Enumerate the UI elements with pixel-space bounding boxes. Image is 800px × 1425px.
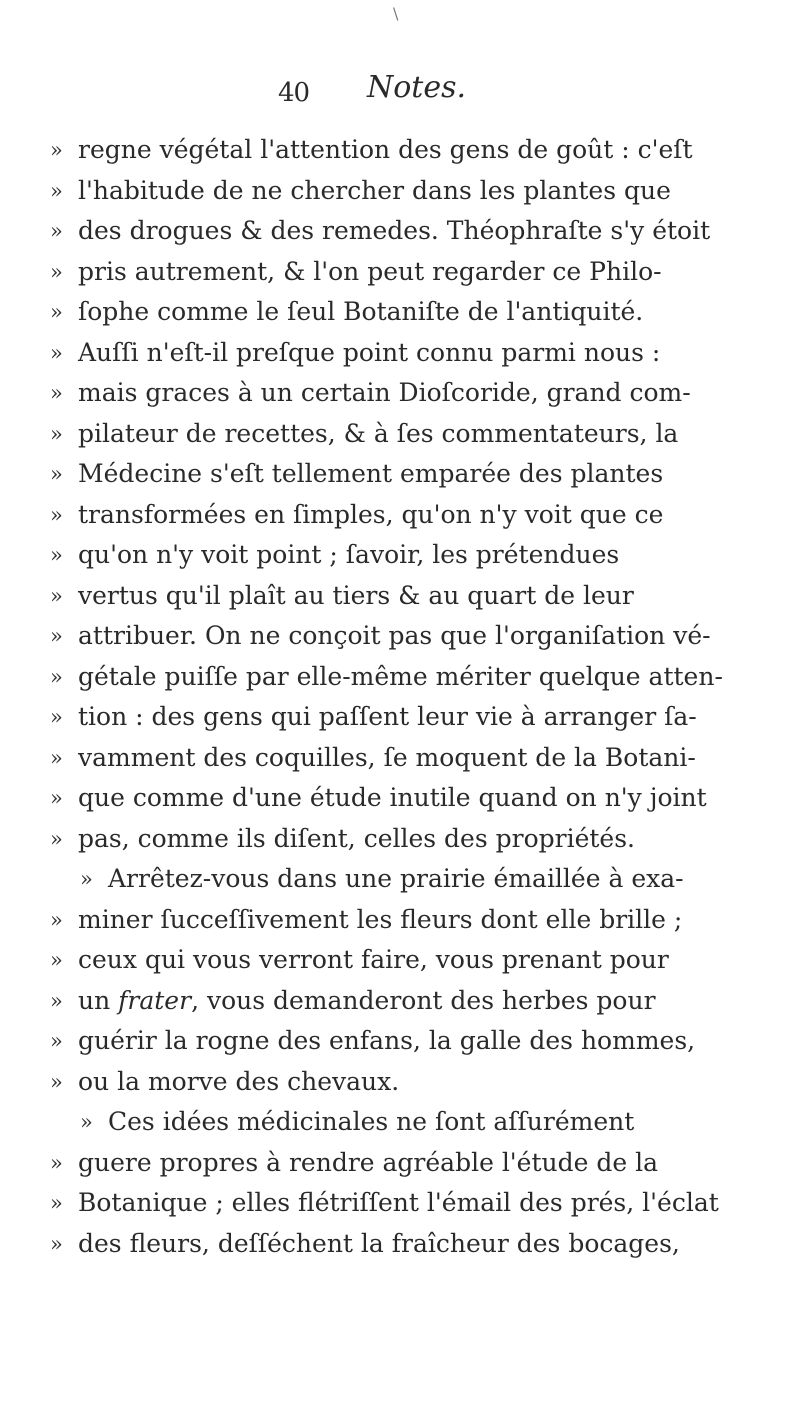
- text-line: [0, 616, 800, 656]
- text-line: [0, 292, 800, 332]
- line-text: ſophe comme le ſeul Botaniſte de l'antiquité.: [78, 297, 644, 326]
- line-text: vamment des coquilles, ſe moquent de la Botani-: [78, 742, 696, 772]
- line-text: Médecine s'eſt tellement emparée des plantes: [78, 459, 664, 488]
- quote-mark: »: [50, 745, 63, 770]
- top-mark: \: [393, 4, 399, 23]
- quote-mark: »: [50, 948, 63, 972]
- line-text: pilateur de recettes, & à ſes commentateurs, la: [78, 418, 679, 448]
- quote-mark: »: [50, 421, 63, 446]
- italic-word: frater: [118, 985, 192, 1015]
- text-line: [0, 414, 800, 454]
- line-text: Ces idées médicinales ne ſont aſſurément: [108, 1107, 635, 1136]
- text-line: [0, 738, 800, 778]
- text-line: [0, 576, 800, 616]
- quote-mark: »: [50, 664, 63, 689]
- quote-mark: »: [80, 867, 93, 891]
- quote-mark: »: [50, 1069, 63, 1094]
- line-text: miner ſucceſſivement les fleurs dont elle brille ;: [78, 904, 683, 934]
- line-text: gétale puiſſe par elle-même mériter quelque atten-: [78, 661, 723, 691]
- quote-mark: »: [50, 1150, 63, 1175]
- line-text: l'habitude de ne chercher dans les plantes que: [78, 175, 671, 205]
- quote-mark: »: [80, 1110, 93, 1134]
- quote-mark: »: [50, 381, 63, 405]
- text-line: [0, 373, 800, 413]
- quote-mark: »: [50, 907, 63, 932]
- quote-mark: »: [50, 138, 63, 162]
- text-line: [0, 940, 800, 980]
- text-line: [0, 454, 800, 494]
- text-line: [0, 1021, 800, 1061]
- line-text: Botanique ; elles flétriſſent l'émail des prés, l'éclat: [78, 1188, 719, 1217]
- text-line: [0, 1102, 800, 1142]
- running-head: Notes.: [367, 70, 467, 105]
- quote-mark: »: [50, 219, 63, 243]
- quote-mark: »: [50, 178, 63, 203]
- quote-mark: »: [50, 1191, 63, 1215]
- quote-mark: »: [50, 786, 63, 810]
- text-line: [0, 495, 800, 535]
- line-text: ou la morve des chevaux.: [78, 1066, 400, 1096]
- line-text: ceux qui vous verront faire, vous prenant pour: [78, 945, 669, 974]
- line-text: que comme d'une étude inutile quand on n'y joint: [78, 783, 707, 812]
- page-number: 40: [278, 78, 310, 108]
- line-text: Auſſi n'eſt-il preſque point connu parmi nous :: [78, 337, 661, 367]
- quote-mark: »: [50, 300, 63, 324]
- text-line: [0, 333, 800, 373]
- text-line: [0, 1143, 800, 1183]
- text-line: [0, 211, 800, 251]
- line-text: attribuer. On ne conçoit pas que l'organiſation vé-: [78, 621, 711, 650]
- line-text: pas, comme ils diſent, celles des propriétés.: [78, 823, 635, 853]
- text-line: [0, 981, 800, 1021]
- text-line: [0, 130, 800, 170]
- line-text: vertus qu'il plaît au tiers & au quart de leur: [78, 580, 634, 610]
- line-text: guérir la rogne des enfans, la galle des hommes,: [78, 1026, 696, 1055]
- line-text: qu'on n'y voit point ; ſavoir, les prétendues: [78, 540, 620, 569]
- quote-mark: »: [50, 502, 63, 527]
- quote-mark: »: [50, 826, 63, 851]
- quote-mark: »: [50, 705, 63, 729]
- quote-mark: »: [50, 583, 63, 608]
- text-line: [0, 1183, 800, 1223]
- text-line: [0, 1224, 800, 1264]
- text-line: [0, 657, 800, 697]
- text-line: [0, 535, 800, 575]
- quote-mark: »: [50, 543, 63, 567]
- line-text: regne végétal l'attention des gens de goût : c'eſt: [78, 135, 693, 164]
- quote-mark: »: [50, 624, 63, 648]
- line-text: transformées en ſimples, qu'on n'y voit que ce: [78, 499, 664, 529]
- line-text: mais graces à un certain Dioſcoride, grand com-: [78, 378, 691, 407]
- quote-mark: »: [50, 1029, 63, 1053]
- line-text: tion : des gens qui paſſent leur vie à arranger ſa-: [78, 702, 697, 731]
- line-text: un frater, vous demanderont des herbes pour: [78, 985, 656, 1015]
- line-text: Arrêtez-vous dans une prairie émaillée à exa-: [108, 864, 684, 893]
- text-line: [0, 859, 800, 899]
- quote-mark: »: [50, 1231, 63, 1256]
- line-text: des fleurs, deſſéchent la fraîcheur des bocages,: [78, 1228, 680, 1258]
- quote-mark: »: [50, 259, 63, 284]
- quote-mark: »: [50, 462, 63, 486]
- line-text: des drogues & des remedes. Théophraſte s'y étoit: [78, 216, 711, 245]
- text-line: [0, 1062, 800, 1102]
- line-text: pris autrement, & l'on peut regarder ce Philo-: [78, 256, 662, 286]
- text-line: [0, 778, 800, 818]
- text-line: [0, 697, 800, 737]
- text-line: [0, 819, 800, 859]
- line-text: guere propres à rendre agréable l'étude de la: [78, 1147, 659, 1177]
- text-line: [0, 900, 800, 940]
- text-line: [0, 252, 800, 292]
- quote-mark: »: [50, 988, 63, 1013]
- text-line: [0, 171, 800, 211]
- quote-mark: »: [50, 340, 63, 365]
